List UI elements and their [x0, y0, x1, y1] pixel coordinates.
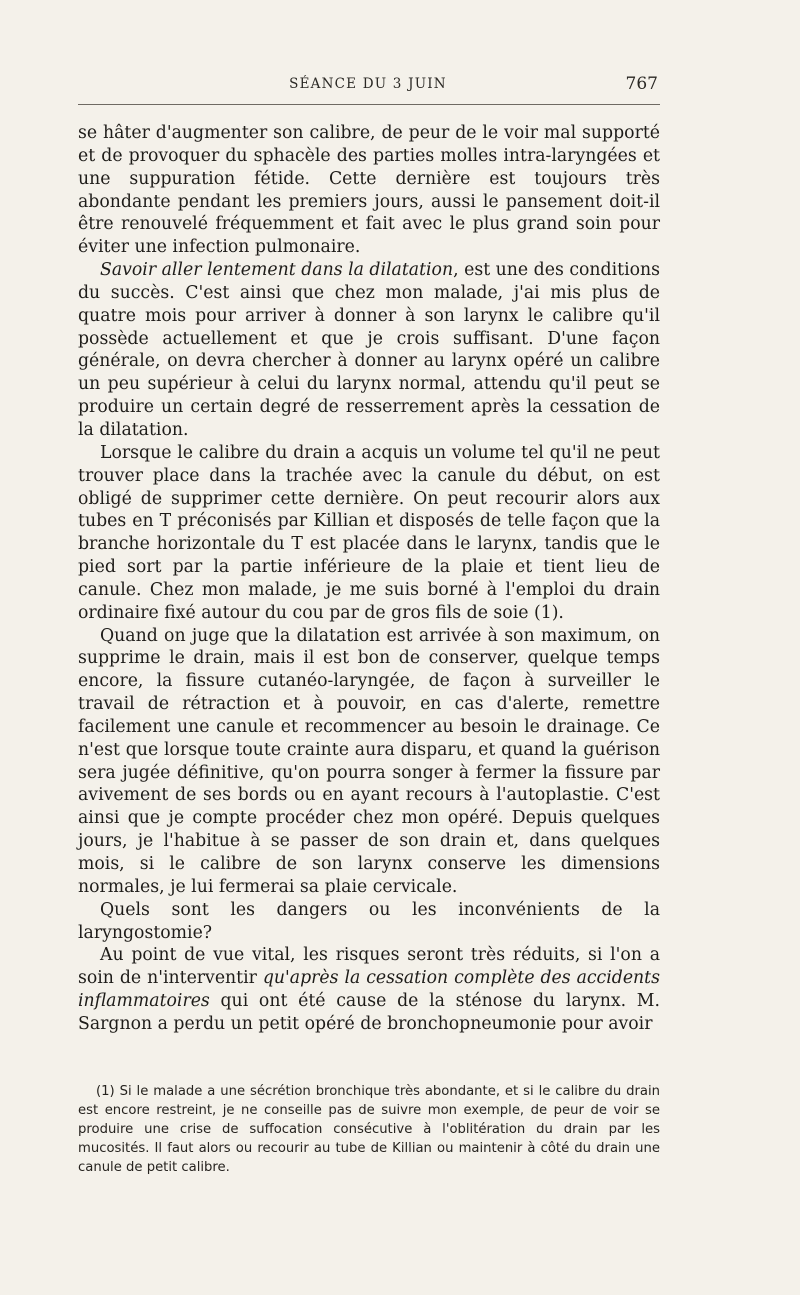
page-number: 767	[625, 74, 658, 94]
header-rule	[78, 104, 660, 105]
paragraph-6-text-a: Au point de vue vital, les risques seront très réduits, si l'on a soin de n'interventir	[78, 945, 660, 989]
paragraph-2-italic: Savoir aller lentement dans la dilatation	[100, 260, 454, 281]
footnotes	[78, 1082, 660, 1177]
paragraph-6	[78, 944, 660, 1035]
paragraph-2-text: , est une des conditions du succès. C'est ainsi que chez mon malade, j'ai mis plus de quatre mois pour arriver à donner à son larynx le calibre qu'il possède actuellement et que je crois suffisant. D'une façon générale, on devra chercher à donner au larynx opéré un calibre un peu supérieur à celui du larynx normal, attendu qu'il peut se produire un certain degré de resserrement après la cessation de la dilatation.	[78, 260, 660, 440]
paragraph-3: Lorsque le calibre du drain a acquis un volume tel qu'il ne peut trouver place dans la trachée avec la canule du début, on est obligé de supprimer cette dernière. On peut recourir alors aux tubes en T préconisés par Killian et disposés de telle façon que la branche horizontale du T est placée dans le larynx, tandis que le pied sort par la partie inférieure de la plaie et tient lieu de canule. Chez mon malade, je me suis borné à l'emploi du drain ordinaire fixé autour du cou par de gros fils de soie (1).	[78, 442, 660, 623]
paragraph-1: se hâter d'augmenter son calibre, de peur de le voir mal supporté et de provoquer du sphacèle des parties molles intra-laryngées et une suppuration fétide. Cette dernière est toujours très abondante pendant les premiers jours, aussi le pansement doit-il être renouvelé fréquemment et fait avec le plus grand soin pour éviter une infection pulmonaire.	[78, 123, 660, 258]
running-header	[78, 74, 658, 100]
paragraph-5: Quels sont les dangers ou les inconvénients de la laryngostomie?	[78, 899, 660, 943]
paragraph-6-italic: qu'après la cessation complète des accidents inflammatoires	[78, 968, 660, 1012]
footnote-1: (1) Si le malade a une sécrétion bronchique très abondante, et si le calibre du drain est encore restreint, je ne conseille pas de suivre mon exemple, de peur de voir se produire une crise de suffocation consécutive à l'oblitération du drain par les mucosités. Il faut alors ou recourir au tube de Killian ou maintenir à côté du drain une canule de petit calibre.	[78, 1084, 660, 1175]
header-title: SÉANCE DU 3 JUIN	[289, 76, 447, 92]
paragraph-4: Quand on juge que la dilatation est arrivée à son maximum, on supprime le drain, mais il est bon de conserver, quelque temps encore, la fissure cutanéo-laryngée, de façon à surveiller le travail de rétraction et à pouvoir, en cas d'alerte, remettre facilement une canule et recommencer au besoin le drainage. Ce n'est que lorsque toute crainte aura disparu, et quand la guérison sera jugée définitive, qu'on pourra songer à fermer la fissure par avivement de ses bords ou en ayant recours à l'autoplastie. C'est ainsi que je compte procéder chez mon opéré. Depuis quelques jours, je l'habitue à se passer de son drain et, dans quelques mois, si le calibre de son larynx conserve les dimensions normales, je lui fermerai sa plaie cervicale.	[78, 625, 660, 897]
body-text	[78, 122, 660, 1036]
paragraph-2	[78, 259, 660, 442]
paragraph-6-text-b: qui ont été cause de la sténose du larynx. M. Sargnon a perdu un petit opéré de bronchopneumonie pour avoir	[78, 991, 660, 1034]
